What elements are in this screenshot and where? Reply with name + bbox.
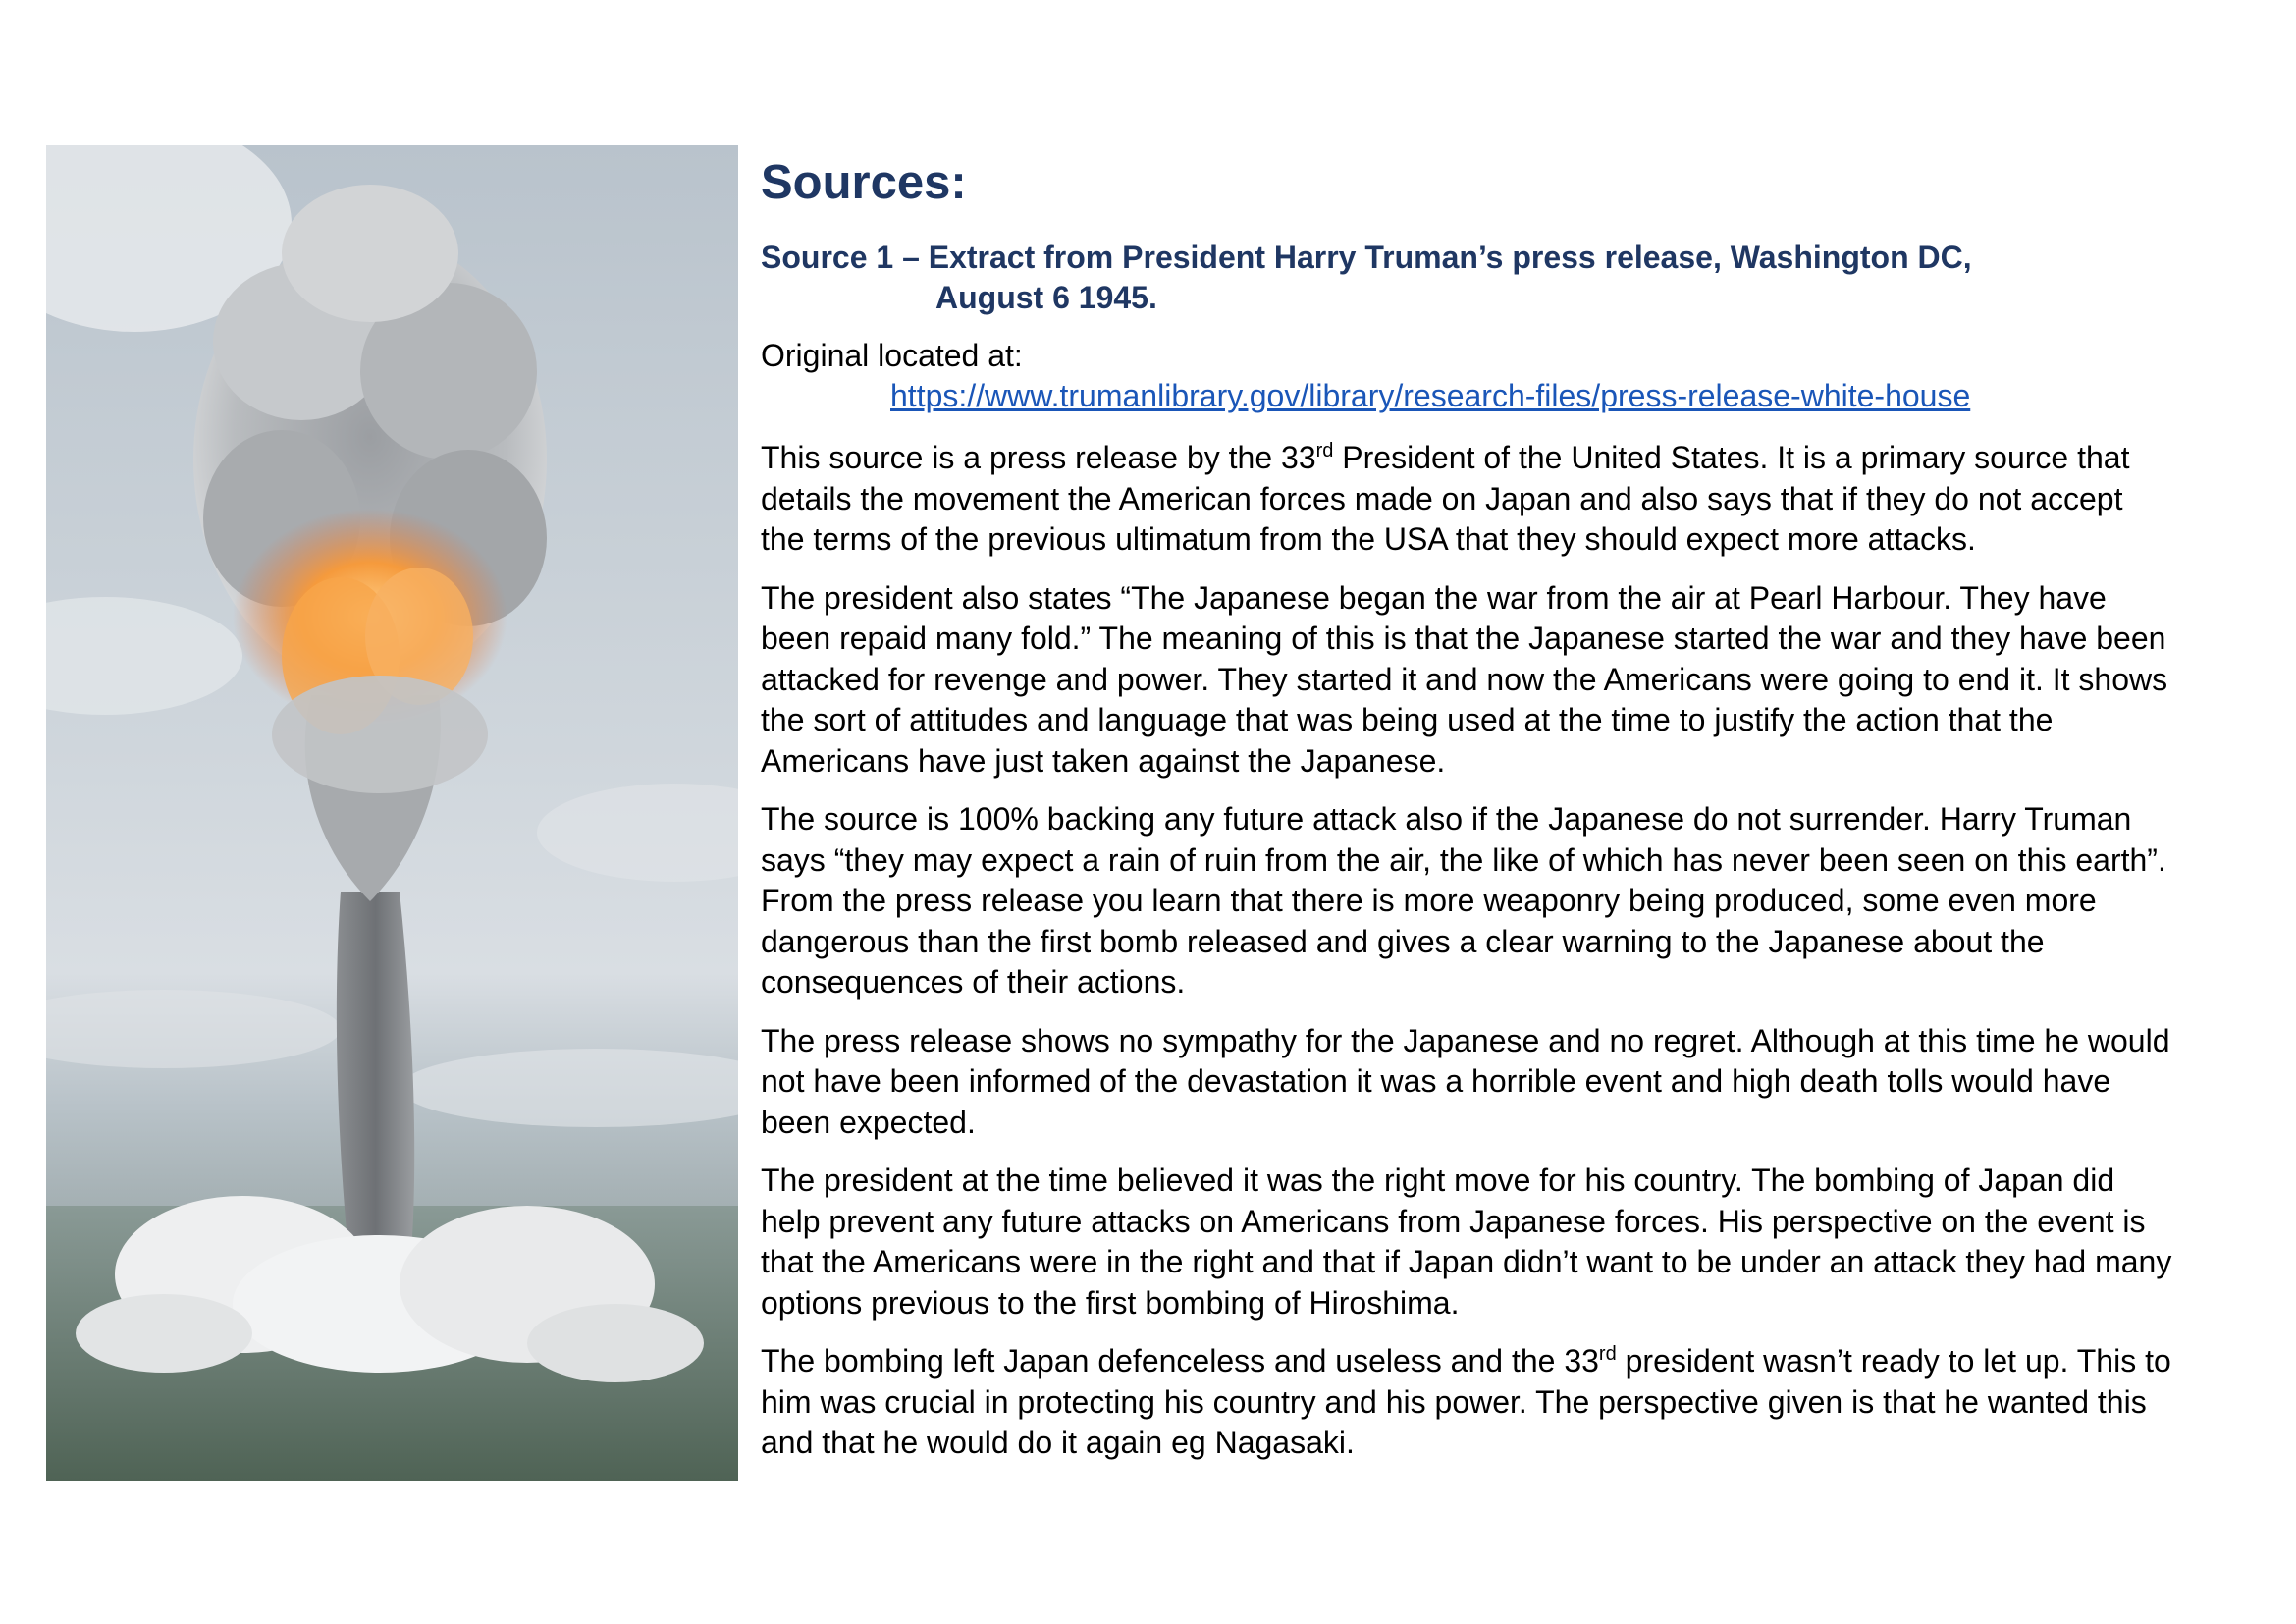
mushroom-cloud-photo [46, 145, 738, 1481]
source-title-line-1: Source 1 – Extract from President Harry Truman’s press release, Washington DC, [761, 240, 1972, 276]
paragraph-3: The source is 100% backing any future attack also if the Japanese do not surrender. Harry Truman says “they may expect a rain of ruin from the air, the like of which has never been seen on this earth”. From the press release you learn that there is more weaponry being produced, some even more dangerous than the first bomb released and gives a clear warning to the Japanese about the consequences of their actions. [761, 801, 2166, 1001]
paragraph-6-text-b: president wasn’t ready to let up. This to him was crucial in protecting his country and his power. The perspective given is that he wanted this and that he would do it again eg Nagasaki. [761, 1343, 2171, 1461]
page-title: Sources: [761, 156, 967, 209]
paragraph-5: The president at the time believed it was the right move for his country. The bombing of Japan did help prevent any future attacks on Americans from Japanese forces. His perspective on the event is that the Americans were in the right and that if Japan didn’t want to be under an attack they had many options previous to the first bombing of Hiroshima. [761, 1163, 2172, 1321]
paragraph-1-superscript: rd [1315, 440, 1334, 462]
paragraph-1 [761, 438, 2174, 561]
paragraph-1-text-a: This source is a press release by the 33 [761, 440, 1316, 476]
paragraph-4: The press release shows no sympathy for the Japanese and no regret. Although at this time he would not have been informed of the devastation it was a horrible event and high death tolls would have been expected. [761, 1022, 2170, 1140]
original-location-label: Original located at: [761, 338, 1023, 374]
paragraph-6-text-a: The bombing left Japan defenceless and useless and the 33 [761, 1343, 1599, 1380]
sources-text-column [761, 155, 2174, 1482]
paragraph-6 [761, 1341, 2174, 1464]
paragraph-1-text-b: President of the United States. It is a primary source that details the movement the American forces made on Japan and also says that if they do not accept the terms of the previous ultimatum from the USA that they should expect more attacks. [761, 440, 2130, 558]
paragraph-6-superscript: rd [1598, 1343, 1617, 1366]
mushroom-cloud-illustration [46, 145, 738, 1481]
source-title [761, 238, 2174, 318]
truman-library-link[interactable]: https://www.trumanlibrary.gov/library/research-files/press-release-white-house [890, 378, 1971, 414]
paragraph-2: The president also states “The Japanese began the war from the air at Pearl Harbour. They have been repaid many fold.” The meaning of this is that the Japanese started the war and they have been attacked for revenge and power. They started it and now the Americans were going to end it. It shows the sort of attitudes and language that was being used at the time to justify the action that the Americans have just taken against the Japanese. [761, 579, 2168, 779]
source-title-line-2: August 6 1945. [935, 280, 1157, 316]
